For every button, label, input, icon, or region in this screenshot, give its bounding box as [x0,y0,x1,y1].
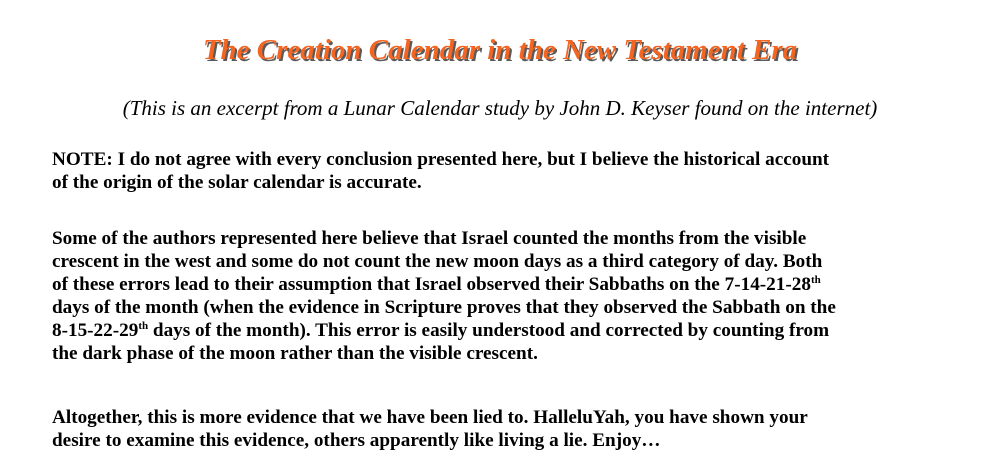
authors-line: days of the month (when the evidence in Scripture proves that they observed the Sabbath on the [52,297,836,318]
document-title: The Creation Calendar in the New Testament Era [202,34,798,66]
authors-line [52,319,982,342]
authors-line: Some of the authors represented here believe that Israel counted the months from the visible [52,228,807,249]
ordinal-suffix: th [810,274,821,286]
authors-line-text: 8-15-22-29 [52,320,139,341]
closing-paragraph [52,406,982,452]
closing-line: desire to examine this evidence, others apparently like living a lie. Enjoy… [52,430,661,451]
authors-line-text: days of the month). This error is easily understood and corrected by counting from [148,320,830,341]
authors-line: the dark phase of the moon rather than the visible crescent. [52,343,538,364]
closing-line: Altogether, this is more evidence that we have been lied to. HalleluYah, you have shown your [52,407,808,428]
note-line: NOTE: I do not agree with every conclusion presented here, but I believe the historical account [52,149,830,170]
note-paragraph [52,148,982,194]
authors-line [52,273,982,296]
authors-paragraph [52,227,982,365]
authors-line: crescent in the west and some do not count the new moon days as a third category of day. Both [52,251,823,272]
authors-line-text: of these errors lead to their assumption that Israel observed their Sabbaths on the 7-14-21-28 [52,274,811,295]
note-line: of the origin of the solar calendar is accurate. [52,172,422,193]
document-subtitle: (This is an excerpt from a Lunar Calendar study by John D. Keyser found on the internet) [122,96,878,120]
ordinal-suffix: th [138,320,149,332]
